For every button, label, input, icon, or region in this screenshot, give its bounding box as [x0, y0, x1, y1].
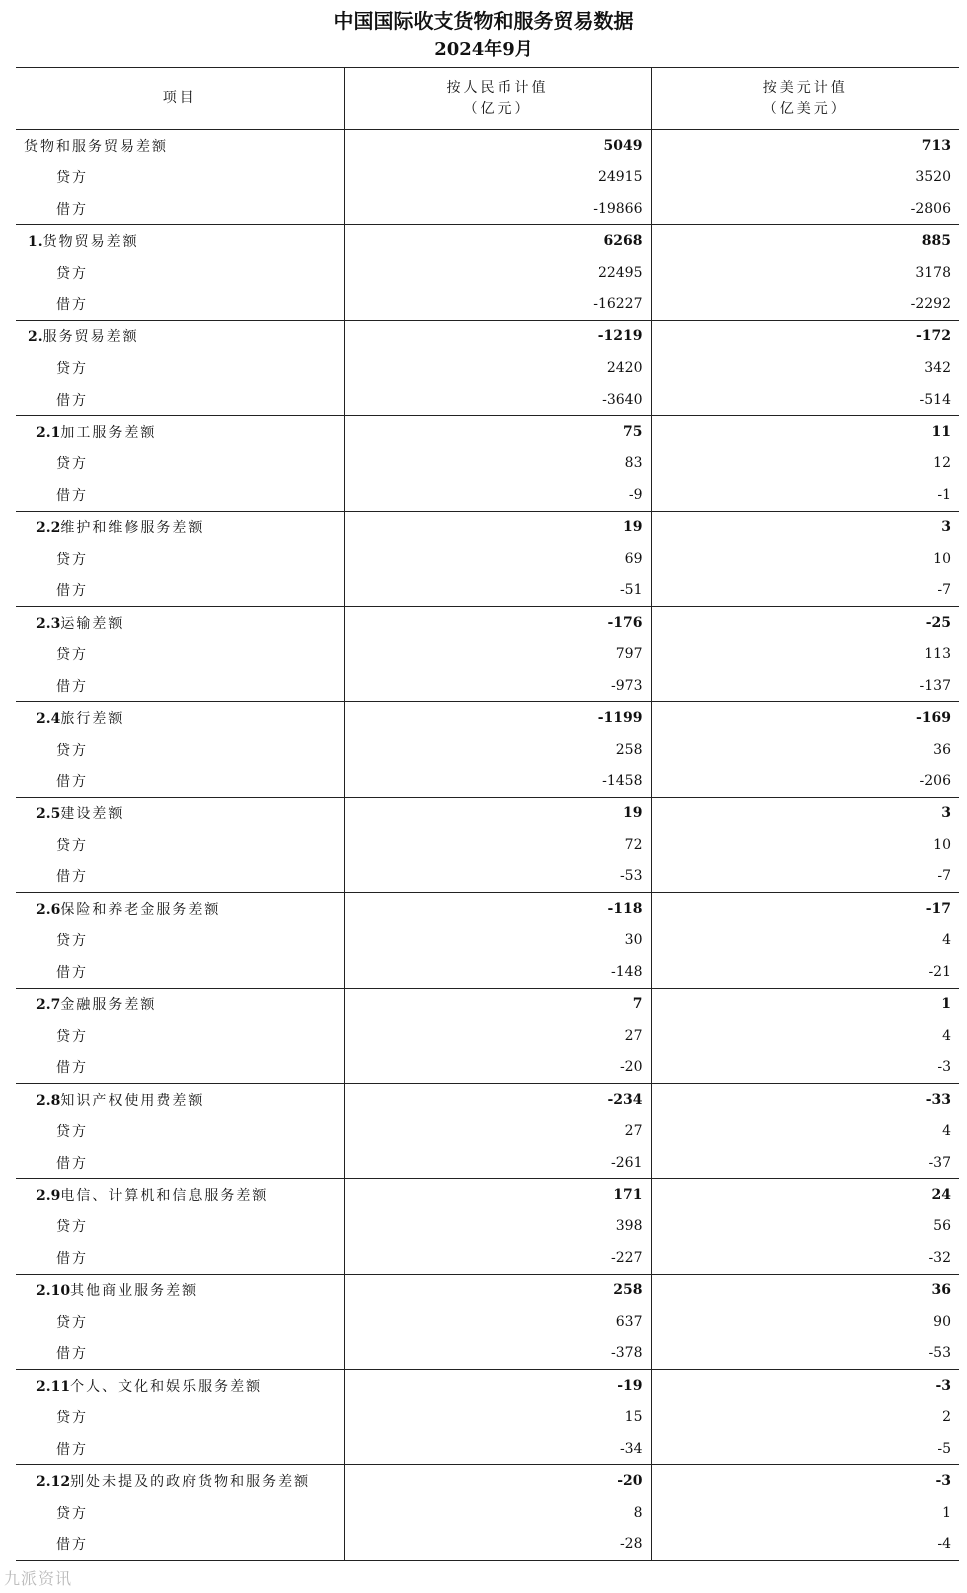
debit-row [16, 575, 959, 607]
rmb-value: 15 [344, 1401, 651, 1433]
rmb-value: 30 [344, 924, 651, 956]
debit-row [16, 1529, 959, 1561]
section-total-row [16, 1274, 959, 1306]
credit-label: 贷方 [56, 647, 88, 664]
usd-value: 10 [651, 543, 959, 575]
usd-value: -32 [651, 1242, 959, 1274]
usd-value: 4 [651, 924, 959, 956]
credit-row [16, 1115, 959, 1147]
credit-label: 贷方 [56, 1505, 88, 1522]
usd-value: 4 [651, 1020, 959, 1052]
usd-value: 1 [651, 988, 959, 1020]
credit-row [16, 161, 959, 193]
debit-label: 借方 [56, 869, 88, 886]
debit-row [16, 1242, 959, 1274]
section-total-row [16, 702, 959, 734]
section-name: 知识产权使用费差额 [60, 1092, 205, 1109]
rmb-value: -176 [344, 606, 651, 638]
credit-row [16, 924, 959, 956]
rmb-value: -19 [344, 1370, 651, 1402]
section-name: 服务贸易差额 [42, 329, 139, 346]
usd-value: 2 [651, 1401, 959, 1433]
debit-label: 借方 [56, 1251, 88, 1268]
credit-row [16, 1497, 959, 1529]
usd-value: 3178 [651, 257, 959, 289]
section-name: 其他商业服务差额 [70, 1283, 199, 1300]
debit-row [16, 193, 959, 225]
section-total-row [16, 1465, 959, 1497]
usd-value: -172 [651, 320, 959, 352]
section-name: 运输差额 [60, 615, 125, 632]
section-code: 1. [28, 234, 43, 251]
credit-label: 贷方 [56, 265, 88, 282]
section-name: 建设差额 [60, 806, 125, 823]
usd-value: -7 [651, 861, 959, 893]
section-name: 金融服务差额 [60, 997, 157, 1014]
debit-label: 借方 [56, 201, 88, 218]
usd-value: -17 [651, 893, 959, 925]
credit-label: 贷方 [56, 933, 88, 950]
usd-value: -2292 [651, 288, 959, 320]
section-name: 保险和养老金服务差额 [60, 901, 221, 918]
section-label [16, 797, 344, 829]
section-label [16, 988, 344, 1020]
usd-value: -2806 [651, 193, 959, 225]
rmb-value: 8 [344, 1497, 651, 1529]
debit-row [16, 956, 959, 988]
rmb-value: 19 [344, 511, 651, 543]
rmb-column-header [344, 68, 651, 130]
rmb-value: -3640 [344, 384, 651, 416]
debit-row [16, 765, 959, 797]
rmb-value: 6268 [344, 225, 651, 257]
section-total-row [16, 130, 959, 162]
section-label [16, 511, 344, 543]
usd-value: 56 [651, 1211, 959, 1243]
usd-value: -3 [651, 1052, 959, 1084]
rmb-value: 24915 [344, 161, 651, 193]
section-total-row [16, 1083, 959, 1115]
credit-row [16, 638, 959, 670]
usd-header-unit: （亿美元） [762, 100, 848, 117]
rmb-value: 258 [344, 1274, 651, 1306]
usd-value: -137 [651, 670, 959, 702]
usd-value: 1 [651, 1497, 959, 1529]
debit-label: 借方 [56, 297, 88, 314]
usd-value: 12 [651, 447, 959, 479]
section-name: 别处未提及的政府货物和服务差额 [70, 1474, 311, 1491]
page-subtitle: 2024年9月 [434, 39, 533, 60]
section-total-row [16, 797, 959, 829]
section-total-row [16, 1179, 959, 1211]
debit-label: 借方 [56, 964, 88, 981]
debit-label: 借方 [16, 1529, 344, 1561]
rmb-value: -34 [344, 1433, 651, 1465]
rmb-value: -227 [344, 1242, 651, 1274]
rmb-value: 69 [344, 543, 651, 575]
table-header-row [16, 68, 959, 130]
usd-value: -5 [651, 1433, 959, 1465]
rmb-value: -9 [344, 479, 651, 511]
credit-row [16, 352, 959, 384]
section-code: 2.8 [36, 1092, 61, 1109]
rmb-value: 27 [344, 1115, 651, 1147]
section-code: 2.6 [36, 901, 61, 918]
usd-value: -37 [651, 1147, 959, 1179]
debit-row [16, 670, 959, 702]
usd-value: -7 [651, 575, 959, 607]
credit-row [16, 829, 959, 861]
rmb-value: 22495 [344, 257, 651, 289]
debit-row [16, 1433, 959, 1465]
rmb-value: 398 [344, 1211, 651, 1243]
section-code: 2.5 [36, 806, 61, 823]
section-label [16, 416, 344, 448]
credit-label: 贷方 [56, 1219, 88, 1236]
watermark-logo: 九派资讯 [4, 1569, 73, 1588]
usd-value: 4 [651, 1115, 959, 1147]
credit-row [16, 1020, 959, 1052]
rmb-value: 83 [344, 447, 651, 479]
rmb-value: -19866 [344, 193, 651, 225]
section-total-row [16, 225, 959, 257]
section-total-row [16, 511, 959, 543]
section-total-row [16, 988, 959, 1020]
debit-label: 借方 [56, 392, 88, 409]
usd-value: 3 [651, 797, 959, 829]
section-label [16, 1274, 344, 1306]
section-code: 2.4 [36, 710, 61, 727]
section-code: 2.11 [36, 1378, 71, 1395]
usd-value: -206 [651, 765, 959, 797]
section-code: 2.10 [36, 1283, 71, 1300]
usd-value: -1 [651, 479, 959, 511]
credit-row [16, 543, 959, 575]
credit-label: 贷方 [56, 360, 88, 377]
usd-value: -514 [651, 384, 959, 416]
credit-row [16, 734, 959, 766]
rmb-value: -234 [344, 1083, 651, 1115]
rmb-value: -148 [344, 956, 651, 988]
section-name: 维护和维修服务差额 [60, 520, 205, 537]
usd-value: 885 [651, 225, 959, 257]
debit-row [16, 861, 959, 893]
usd-value: 3 [651, 511, 959, 543]
usd-value: 36 [651, 734, 959, 766]
section-code: 2.12 [36, 1474, 71, 1491]
credit-label: 贷方 [56, 1028, 88, 1045]
section-label [16, 320, 344, 352]
credit-row [16, 1211, 959, 1243]
credit-label: 贷方 [56, 742, 88, 759]
usd-value: 342 [651, 352, 959, 384]
rmb-value: 72 [344, 829, 651, 861]
credit-row [16, 1401, 959, 1433]
rmb-value: -53 [344, 861, 651, 893]
debit-label: 借方 [56, 1441, 88, 1458]
rmb-value: 75 [344, 416, 651, 448]
section-code: 2.9 [36, 1187, 61, 1204]
debit-row [16, 1052, 959, 1084]
credit-label: 贷方 [56, 170, 88, 187]
credit-row [16, 257, 959, 289]
page-title: 中国国际收支货物和服务贸易数据 [333, 9, 634, 33]
credit-label: 贷方 [56, 1314, 88, 1331]
section-name: 货物和服务贸易差额 [24, 138, 168, 155]
usd-value: 24 [651, 1179, 959, 1211]
usd-value: 713 [651, 130, 959, 162]
section-code: 2.3 [36, 615, 61, 632]
rmb-value: -16227 [344, 288, 651, 320]
section-label [16, 702, 344, 734]
usd-value: -33 [651, 1083, 959, 1115]
rmb-value: 797 [344, 638, 651, 670]
credit-label: 贷方 [56, 551, 88, 568]
credit-label: 贷方 [56, 456, 88, 473]
rmb-value: -973 [344, 670, 651, 702]
credit-row [16, 1306, 959, 1338]
usd-value: 10 [651, 829, 959, 861]
rmb-value: -378 [344, 1338, 651, 1370]
section-name: 加工服务差额 [60, 424, 157, 441]
rmb-value: -1199 [344, 702, 651, 734]
rmb-value: 171 [344, 1179, 651, 1211]
usd-value: -25 [651, 606, 959, 638]
credit-label: 贷方 [56, 1124, 88, 1141]
usd-value: -3 [651, 1370, 959, 1402]
section-label [16, 1370, 344, 1402]
usd-value: -169 [651, 702, 959, 734]
rmb-value: -20 [344, 1052, 651, 1084]
debit-label: 借方 [56, 583, 88, 600]
debit-row [16, 288, 959, 320]
usd-column-header [651, 68, 959, 130]
debit-label: 借方 [56, 1060, 88, 1077]
debit-label: 借方 [56, 774, 88, 791]
section-label [16, 1179, 344, 1211]
usd-value: 36 [651, 1274, 959, 1306]
section-total-row [16, 606, 959, 638]
section-label [16, 606, 344, 638]
section-name: 电信、计算机和信息服务差额 [60, 1187, 269, 1204]
rmb-value: -1458 [344, 765, 651, 797]
section-label [16, 1465, 344, 1497]
section-label [16, 130, 344, 162]
rmb-value: 637 [344, 1306, 651, 1338]
usd-value: 90 [651, 1306, 959, 1338]
debit-row [16, 384, 959, 416]
section-total-row [16, 1370, 959, 1402]
debit-label: 借方 [56, 678, 88, 695]
trade-data-table [16, 67, 959, 1561]
usd-header-label: 按美元计值 [762, 79, 848, 96]
debit-label: 借方 [56, 1346, 88, 1363]
rmb-value: -118 [344, 893, 651, 925]
rmb-header-unit: （亿元） [463, 100, 532, 117]
section-code: 2.2 [36, 520, 61, 537]
usd-value: 3520 [651, 161, 959, 193]
rmb-value: -28 [344, 1529, 651, 1561]
section-code: 2.1 [36, 424, 61, 441]
section-name: 个人、文化和娱乐服务差额 [70, 1378, 263, 1395]
usd-value: -3 [651, 1465, 959, 1497]
section-label [16, 893, 344, 925]
usd-value: 113 [651, 638, 959, 670]
rmb-value: 7 [344, 988, 651, 1020]
credit-label: 贷方 [56, 837, 88, 854]
table-body [16, 130, 959, 1561]
credit-row [16, 447, 959, 479]
rmb-value: 27 [344, 1020, 651, 1052]
rmb-value: -51 [344, 575, 651, 607]
section-code: 2.7 [36, 997, 61, 1014]
rmb-header-label: 按人民币计值 [446, 79, 549, 96]
usd-value: -21 [651, 956, 959, 988]
debit-row [16, 1338, 959, 1370]
debit-label: 借方 [56, 1155, 88, 1172]
debit-row [16, 1147, 959, 1179]
section-name: 旅行差额 [60, 710, 125, 727]
rmb-value: 258 [344, 734, 651, 766]
rmb-value: -20 [344, 1465, 651, 1497]
section-label [16, 225, 344, 257]
rmb-value: -1219 [344, 320, 651, 352]
item-column-header: 项目 [16, 68, 344, 130]
debit-row [16, 479, 959, 511]
usd-value: -4 [651, 1529, 959, 1561]
section-total-row [16, 320, 959, 352]
rmb-value: 2420 [344, 352, 651, 384]
section-total-row [16, 893, 959, 925]
rmb-value: 5049 [344, 130, 651, 162]
usd-value: 11 [651, 416, 959, 448]
rmb-value: -261 [344, 1147, 651, 1179]
section-code: 2. [28, 329, 43, 346]
credit-label: 贷方 [56, 1410, 88, 1427]
usd-value: -53 [651, 1338, 959, 1370]
rmb-value: 19 [344, 797, 651, 829]
section-label [16, 1083, 344, 1115]
section-total-row [16, 416, 959, 448]
section-name: 货物贸易差额 [42, 234, 139, 251]
debit-label: 借方 [56, 487, 88, 504]
